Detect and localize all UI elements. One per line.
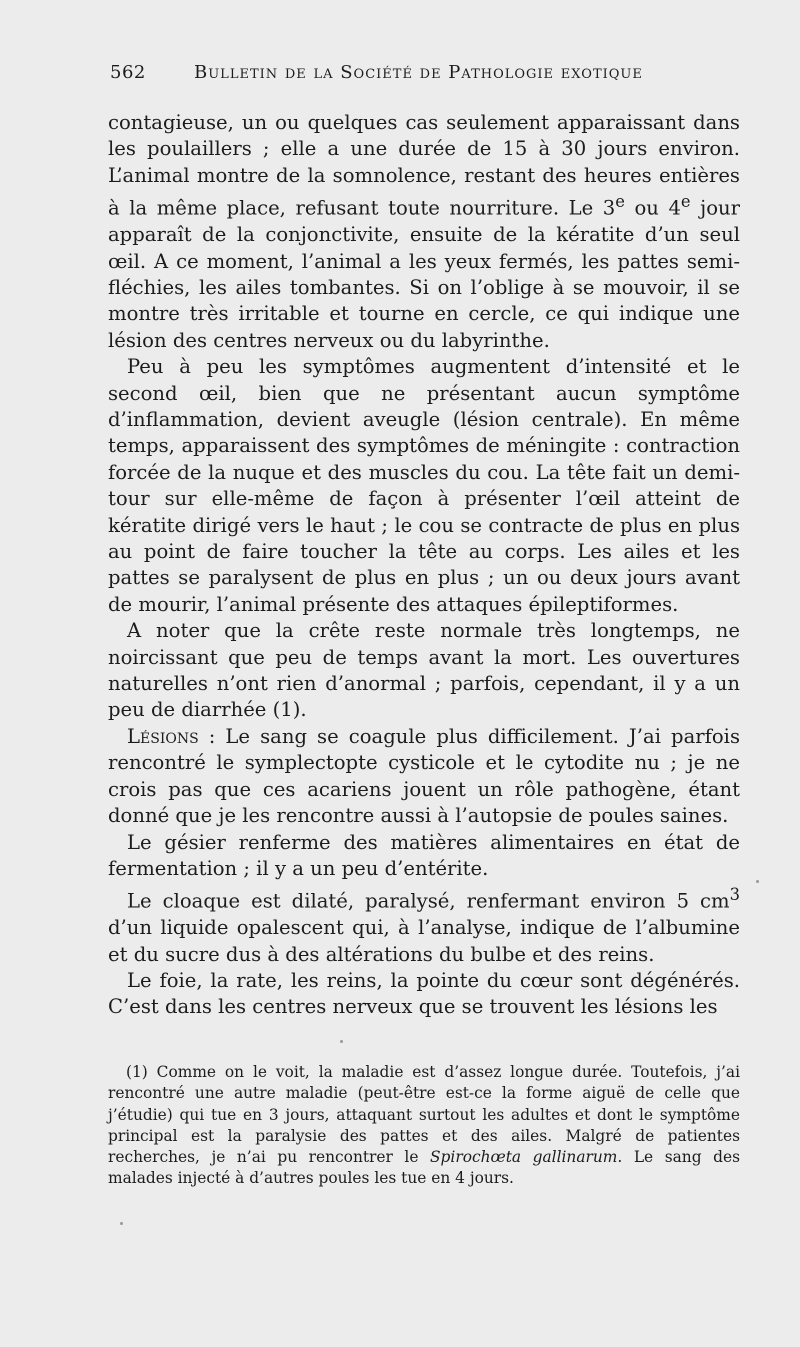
paragraph-cloaca bbox=[108, 882, 740, 968]
paragraph-gizzard: Le gésier renferme des matières alimentaires en état de fermentation ; il y a un peu d’entérite. bbox=[108, 830, 740, 880]
page-number: 562 bbox=[110, 62, 146, 83]
print-speck bbox=[120, 1222, 123, 1225]
lesions-label: Lésions bbox=[127, 724, 199, 748]
paragraph-organs: Le foie, la rate, les reins, la pointe du cœur sont dégénérés. C’est dans les centres nerveux que se trouvent les lésions les bbox=[108, 969, 740, 1019]
paragraph-crest-note: A noter que la crête reste normale très longtemps, ne noircissant que peu de temps avant la mort. Les ouvertures naturelles n’ont rien d’anormal ; parfois, cependant, il y a un peu de diarrhée (1). bbox=[108, 619, 740, 722]
running-head bbox=[110, 62, 740, 92]
journal-title: Bulletin de la Société de Pathologie exotique bbox=[194, 62, 643, 83]
superscript: e bbox=[615, 192, 625, 212]
paragraph-text: Le cloaque est dilaté, paralysé, renfermant environ 5 cm bbox=[127, 889, 730, 913]
print-speck bbox=[340, 1040, 343, 1043]
footnote-species-name: Spirochœta gallinarum bbox=[430, 1148, 618, 1167]
footnote-text: (1) Comme on le voit, la maladie est d’assez longue durée. Toutefois, j’ai rencontré une autre maladie (peut-être est-ce la forme aiguë de celle que j’étudie) qui tue en 3 jours, attaquant surtout les adultes et dont le symptôme principal est la paralysie des pattes et des ailes. Malgré de patientes recherches, je n’ai pu rencontrer le bbox=[108, 1063, 740, 1167]
paragraph-text: ou 4 bbox=[624, 196, 681, 220]
paragraph-text: jour apparaît de la conjonctivite, ensuite de la kératite d’un seul œil. A ce moment, l’animal a les yeux fermés, les pattes semi-fléchies, les ailes tombantes. Si on l’oblige à se mouvoir, il se montre très irritable et tourne en cercle, ce qui indique une lésion des centres nerveux ou du labyrinthe. bbox=[108, 196, 740, 352]
paragraph-symptoms-progression: Peu à peu les symptômes augmentent d’intensité et le second œil, bien que ne présentant aucun symptôme d’inflammation, devient aveugle (lésion centrale). En même temps, apparaissent des symptômes de méningite : contraction forcée de la nuque et des muscles du cou. La tête fait un demi-tour sur elle-même de façon à présenter l’œil atteint de kératite dirigé vers le haut ; le cou se contracte de plus en plus au point de faire toucher la tête au corps. Les ailes et les pattes se paralysent de plus en plus ; un ou deux jours avant de mourir, l’animal présente des attaques épileptiformes. bbox=[108, 355, 740, 616]
superscript: e bbox=[680, 192, 691, 212]
paragraph-text: d’un liquide opalescent qui, à l’analyse, indique de l’albumine et du sucre dus à des altérations du bulbe et des reins. bbox=[108, 916, 740, 966]
footnote-1 bbox=[108, 1062, 740, 1190]
print-speck bbox=[756, 880, 759, 883]
paragraph-symptoms-onset bbox=[108, 110, 740, 354]
superscript: 3 bbox=[729, 885, 740, 905]
paragraph-text: contagieuse, un ou quelques cas seulement apparaissant dans les poulaillers ; elle a une durée de 15 à 30 jours environ. L’animal montre de la somnolence, restant des heures entières à la même place, refusant toute nourriture. Le 3 bbox=[108, 111, 740, 220]
paragraph-text: : Le sang se coagule plus difficilement. J’ai parfois rencontré le symplectopte cysticole et le cytodite nu ; je ne crois pas que ces acariens jouent un rôle pathogène, étant donné que je les rencontre aussi à l’autopsie de poules saines. bbox=[108, 724, 740, 828]
footnotes bbox=[108, 1062, 740, 1190]
footnote-text: . Le sang des malades injecté à d’autres poules les tue en 4 jours. bbox=[108, 1148, 740, 1188]
paragraph-lesions bbox=[108, 724, 740, 830]
body-text bbox=[108, 110, 740, 1021]
